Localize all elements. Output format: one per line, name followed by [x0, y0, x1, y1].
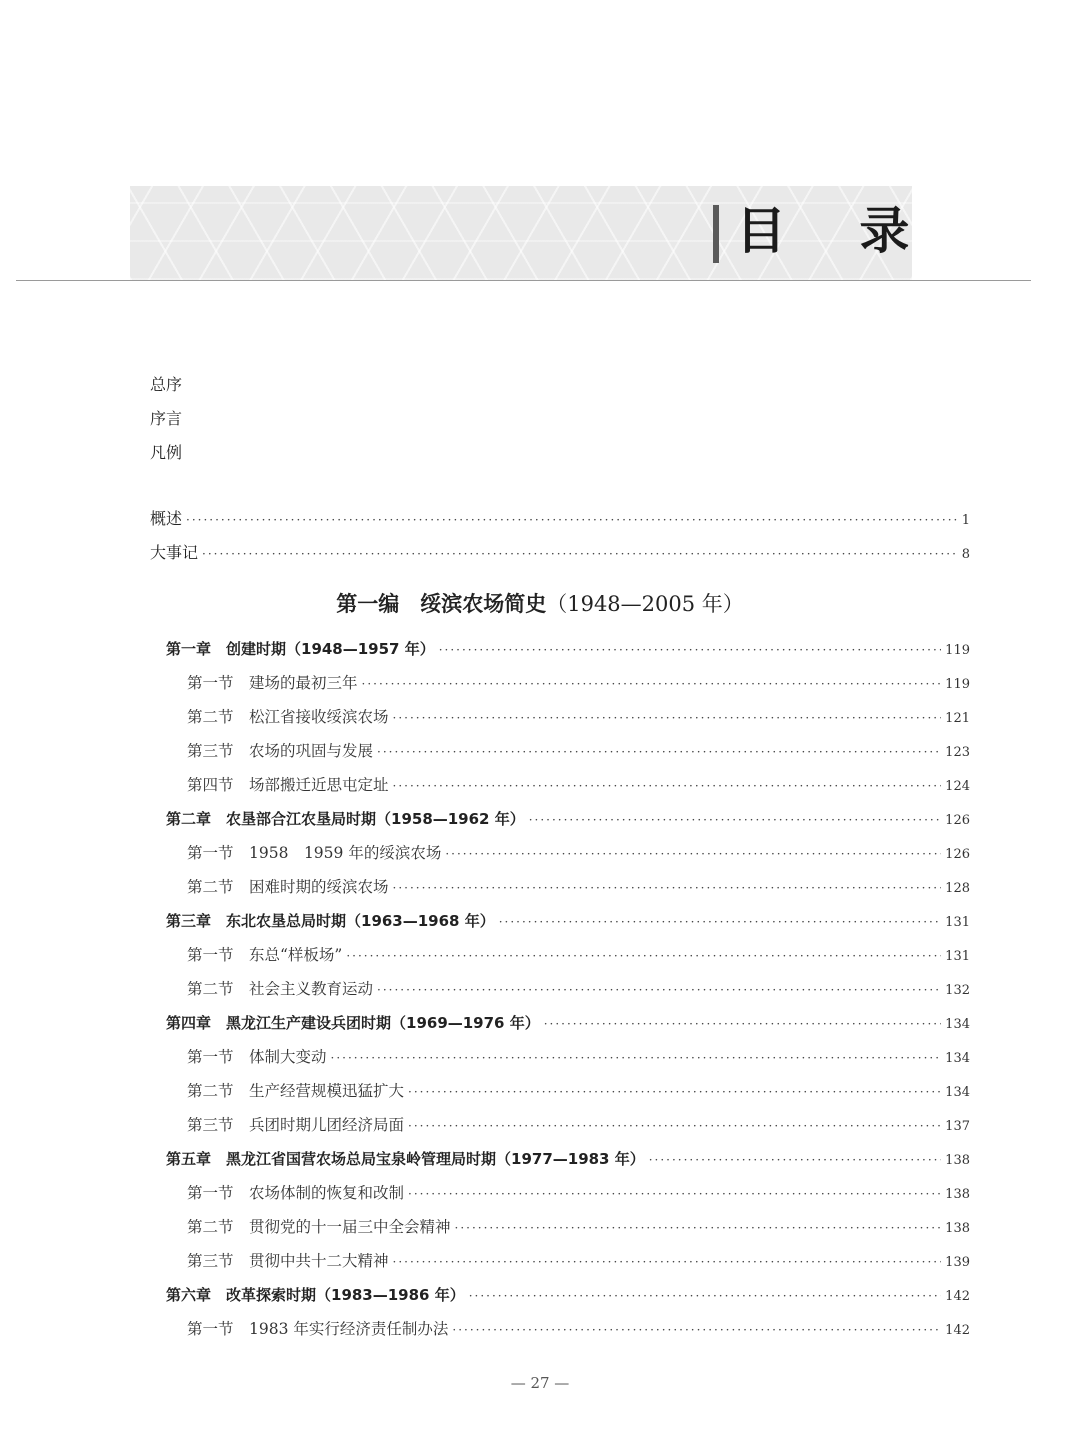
front-matter-item[interactable]: 总序	[150, 375, 183, 394]
toc-page: 128	[945, 881, 970, 896]
front-matter-item[interactable]: 凡例	[150, 443, 183, 462]
title-accent-bar	[713, 205, 719, 263]
toc-page: 126	[945, 847, 970, 862]
toc-page: 119	[945, 643, 970, 658]
toc-label: 第一节 体制大变动	[187, 1048, 327, 1066]
leader-dots	[544, 1013, 941, 1035]
toc-section[interactable]	[187, 944, 970, 966]
toc-section[interactable]	[187, 1318, 970, 1340]
leader-dots	[393, 1251, 942, 1273]
leader-dots	[445, 843, 941, 865]
leader-dots	[346, 945, 941, 967]
toc-label: 第三章 东北农垦总局时期（1963—1968 年）	[166, 912, 495, 930]
toc-chapter[interactable]	[166, 1012, 970, 1034]
toc-section[interactable]	[187, 740, 970, 762]
toc-label: 第一章 创建时期（1948—1957 年）	[166, 640, 435, 658]
front-matter-item[interactable]: 序言	[150, 409, 183, 428]
toc-label: 第三节 兵团时期儿团经济局面	[187, 1116, 405, 1134]
leader-dots	[455, 1217, 942, 1239]
toc-section[interactable]	[187, 842, 970, 864]
toc-section[interactable]	[187, 978, 970, 1000]
toc-page: 137	[945, 1119, 970, 1134]
toc-label: 第三节 贯彻中共十二大精神	[187, 1252, 389, 1270]
toc-label: 大事记	[150, 543, 199, 562]
toc-section[interactable]	[187, 1046, 970, 1068]
toc-label: 第一节 东总“样板场”	[187, 946, 343, 964]
toc-page: 134	[945, 1085, 970, 1100]
toc-page: 124	[945, 779, 970, 794]
part-years: （1948—2005 年）	[546, 592, 744, 616]
toc-section[interactable]	[187, 774, 970, 796]
page-title: 目 录	[736, 202, 938, 260]
toc-page: 142	[945, 1323, 970, 1338]
toc-page: 139	[945, 1255, 970, 1270]
leader-dots	[452, 1319, 941, 1341]
leader-dots	[393, 707, 942, 729]
toc-page: 123	[945, 745, 970, 760]
leader-dots	[649, 1149, 941, 1171]
part-name: 第一编 绥滨农场简史	[336, 591, 547, 616]
toc-label: 第二节 贯彻党的十一届三中全会精神	[187, 1218, 451, 1236]
toc-label: 第三节 农场的巩固与发展	[187, 742, 374, 760]
toc-section[interactable]	[187, 1182, 970, 1204]
leader-dots	[186, 509, 958, 531]
leader-dots	[469, 1285, 941, 1307]
toc-section[interactable]	[187, 1080, 970, 1102]
toc-chapter[interactable]	[166, 1284, 970, 1306]
toc-section[interactable]	[187, 1216, 970, 1238]
leader-dots	[439, 639, 941, 661]
toc-label: 第一节 1958 1959 年的绥滨农场	[187, 844, 442, 862]
toc-chapter[interactable]	[166, 1148, 970, 1170]
toc-page: 138	[945, 1221, 970, 1236]
toc-label: 第六章 改革探索时期（1983—1986 年）	[166, 1286, 465, 1304]
toc-chapter[interactable]	[166, 638, 970, 660]
toc-page: 132	[945, 983, 970, 998]
toc-label: 第一节 农场体制的恢复和改制	[187, 1184, 405, 1202]
leader-dots	[408, 1115, 941, 1137]
leader-dots	[393, 775, 942, 797]
toc-page: 8	[961, 547, 970, 562]
page-number: — 27 —	[510, 1374, 570, 1392]
toc-page: 131	[945, 949, 970, 964]
part-heading	[0, 588, 1080, 618]
toc-section[interactable]	[187, 1250, 970, 1272]
toc-page: 119	[945, 677, 970, 692]
toc-entry[interactable]	[150, 508, 970, 530]
toc-chapter[interactable]	[166, 910, 970, 932]
toc-page: 138	[945, 1153, 970, 1168]
toc-label: 第一节 建场的最初三年	[187, 674, 358, 692]
toc-entry[interactable]	[150, 542, 970, 564]
leader-dots	[408, 1183, 941, 1205]
leader-dots	[331, 1047, 942, 1069]
leader-dots	[377, 979, 941, 1001]
toc-page: 1	[961, 513, 970, 528]
toc-page: 131	[945, 915, 970, 930]
toc-section[interactable]	[187, 672, 970, 694]
toc-label: 第五章 黑龙江省国营农场总局宝泉岭管理局时期（1977—1983 年）	[166, 1150, 645, 1168]
leader-dots	[202, 543, 958, 565]
toc-label: 第二节 困难时期的绥滨农场	[187, 878, 389, 896]
toc-page: 142	[945, 1289, 970, 1304]
toc-page: 126	[945, 813, 970, 828]
toc-chapter[interactable]	[166, 808, 970, 830]
toc-section[interactable]	[187, 1114, 970, 1136]
leader-dots	[529, 809, 941, 831]
toc-page: 134	[945, 1017, 970, 1032]
toc-label: 第二节 生产经营规模迅猛扩大	[187, 1082, 405, 1100]
toc-page: 134	[945, 1051, 970, 1066]
toc-section[interactable]	[187, 706, 970, 728]
toc-label: 第四节 场部搬迁近思屯定址	[187, 776, 389, 794]
toc-page: 121	[945, 711, 970, 726]
toc-label: 第二节 松江省接收绥滨农场	[187, 708, 389, 726]
toc-label: 第一节 1983 年实行经济责任制办法	[187, 1320, 449, 1338]
leader-dots	[408, 1081, 941, 1103]
leader-dots	[362, 673, 942, 695]
leader-dots	[377, 741, 941, 763]
toc-label: 第四章 黑龙江生产建设兵团时期（1969—1976 年）	[166, 1014, 540, 1032]
toc-label: 概述	[150, 509, 183, 528]
toc-label: 第二节 社会主义教育运动	[187, 980, 374, 998]
toc-section[interactable]	[187, 876, 970, 898]
header-divider	[16, 280, 1031, 281]
leader-dots	[393, 877, 942, 899]
toc-label: 第二章 农垦部合江农垦局时期（1958—1962 年）	[166, 810, 525, 828]
leader-dots	[499, 911, 941, 933]
toc-page: 138	[945, 1187, 970, 1202]
